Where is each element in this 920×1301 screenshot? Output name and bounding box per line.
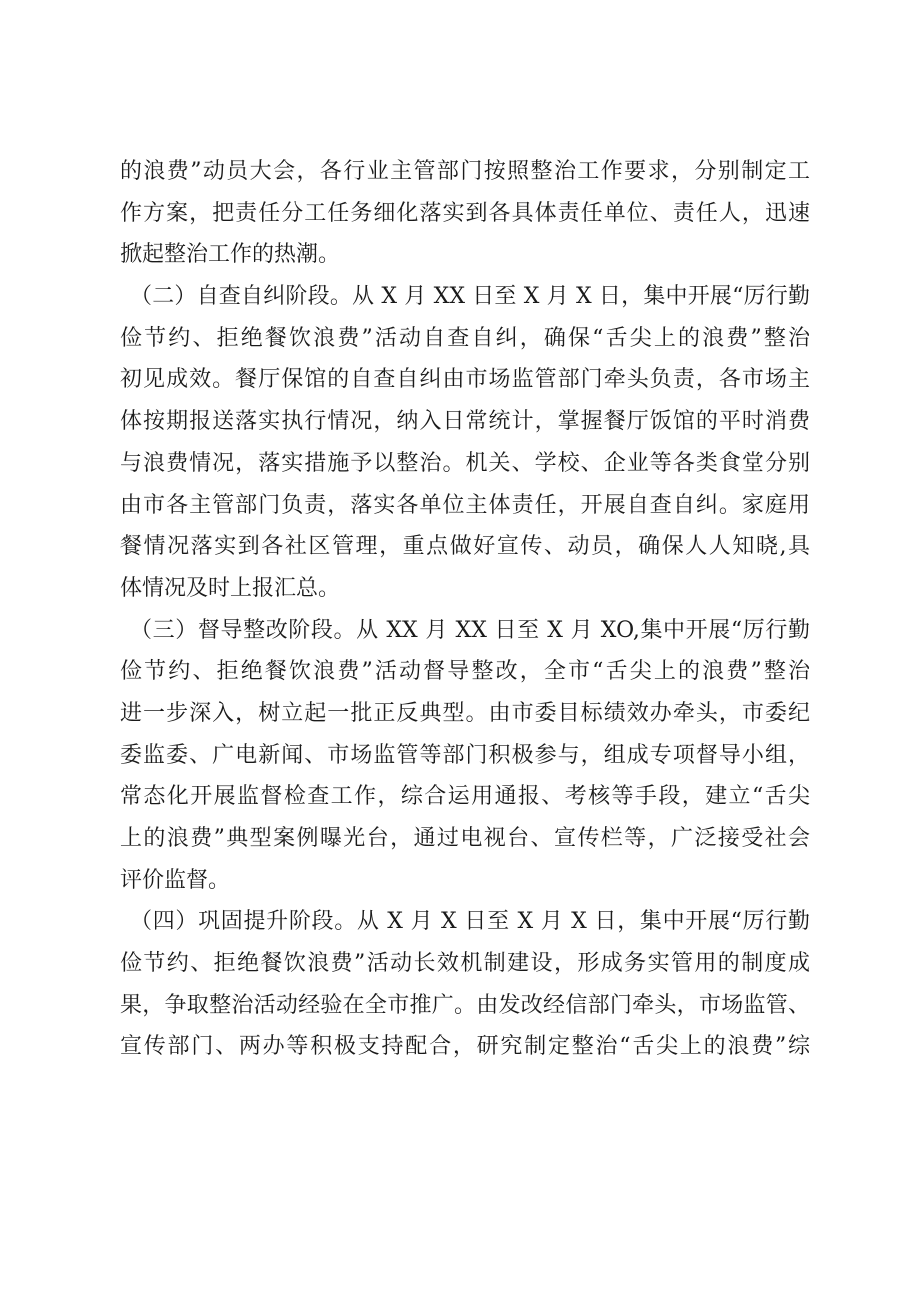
text-line: 进一步深入，树立起一批正反典型。由市委目标绩效办牵头，市委纪	[120, 700, 810, 726]
text-line: 俭节约、拒绝餐饮浪费”活动长效机制建设，形成务实管用的制度成	[120, 951, 810, 977]
text-line: 作方案，把责任分工任务细化落实到各具体责任单位、责任人，迅速	[120, 200, 810, 226]
text-line: 上的浪费”典型案例曝光台，通过电视台、宣传栏等，广泛接受社会	[120, 826, 810, 851]
text-line: 与浪费情况，落实措施予以整治。机关、学校、企业等各类食堂分别	[120, 450, 810, 476]
text-line: 餐情况落实到各社区管理，重点做好宣传、动员，确保人人知晓,具	[120, 534, 810, 560]
text-line: （三）督导整改阶段。从 XX 月 XX 日至 X 月 XO,集中开展“厉行勤	[130, 617, 810, 643]
text-line: 初见成效。餐厅保馆的自查自纠由市场监管部门牵头负责，各市场主	[120, 367, 810, 393]
text-line: 常态化开展监督检查工作，综合运用通报、考核等手段，建立“舌尖	[120, 784, 810, 810]
text-line: 果，争取整治活动经验在全市推广。由发改经信部门牵头，市场监管、	[120, 992, 810, 1018]
text-line: 评价监督。	[120, 867, 231, 893]
text-line: 由市各主管部门负责，落实各单位主体责任，开展自查自纠。家庭用	[120, 492, 810, 518]
text-line: 委监委、广电新闻、市场监管等部门积极参与，组成专项督导小组，	[120, 742, 810, 768]
text-line: 俭节约、拒绝餐饮浪费”活动自查自纠，确保“舌尖上的浪费”整治	[120, 325, 810, 351]
text-line: 宣传部门、两办等积极支持配合，研究制定整治“舌尖上的浪费”综	[120, 1034, 810, 1060]
text-line: （二）自查自纠阶段。从 X 月 XX 日至 X 月 X 日，集中开展“厉行勤	[130, 284, 810, 310]
text-line: 体按期报送落实执行情况，纳入日常统计，掌握餐厅饭馆的平时消费	[120, 409, 810, 435]
document-body	[120, 151, 810, 1068]
text-line: 俭节约、拒绝餐饮浪费”活动督导整改，全市“舌尖上的浪费”整治	[120, 659, 810, 685]
text-line: 的浪费”动员大会，各行业主管部门按照整治工作要求，分别制定工	[120, 159, 810, 184]
text-line: 掀起整治工作的热潮。	[120, 242, 341, 268]
text-line: （四）巩固提升阶段。从 X 月 X 日至 X 月 X 日，集中开展“厉行勤	[130, 909, 810, 935]
text-line: 体情况及时上报汇总。	[120, 575, 341, 601]
